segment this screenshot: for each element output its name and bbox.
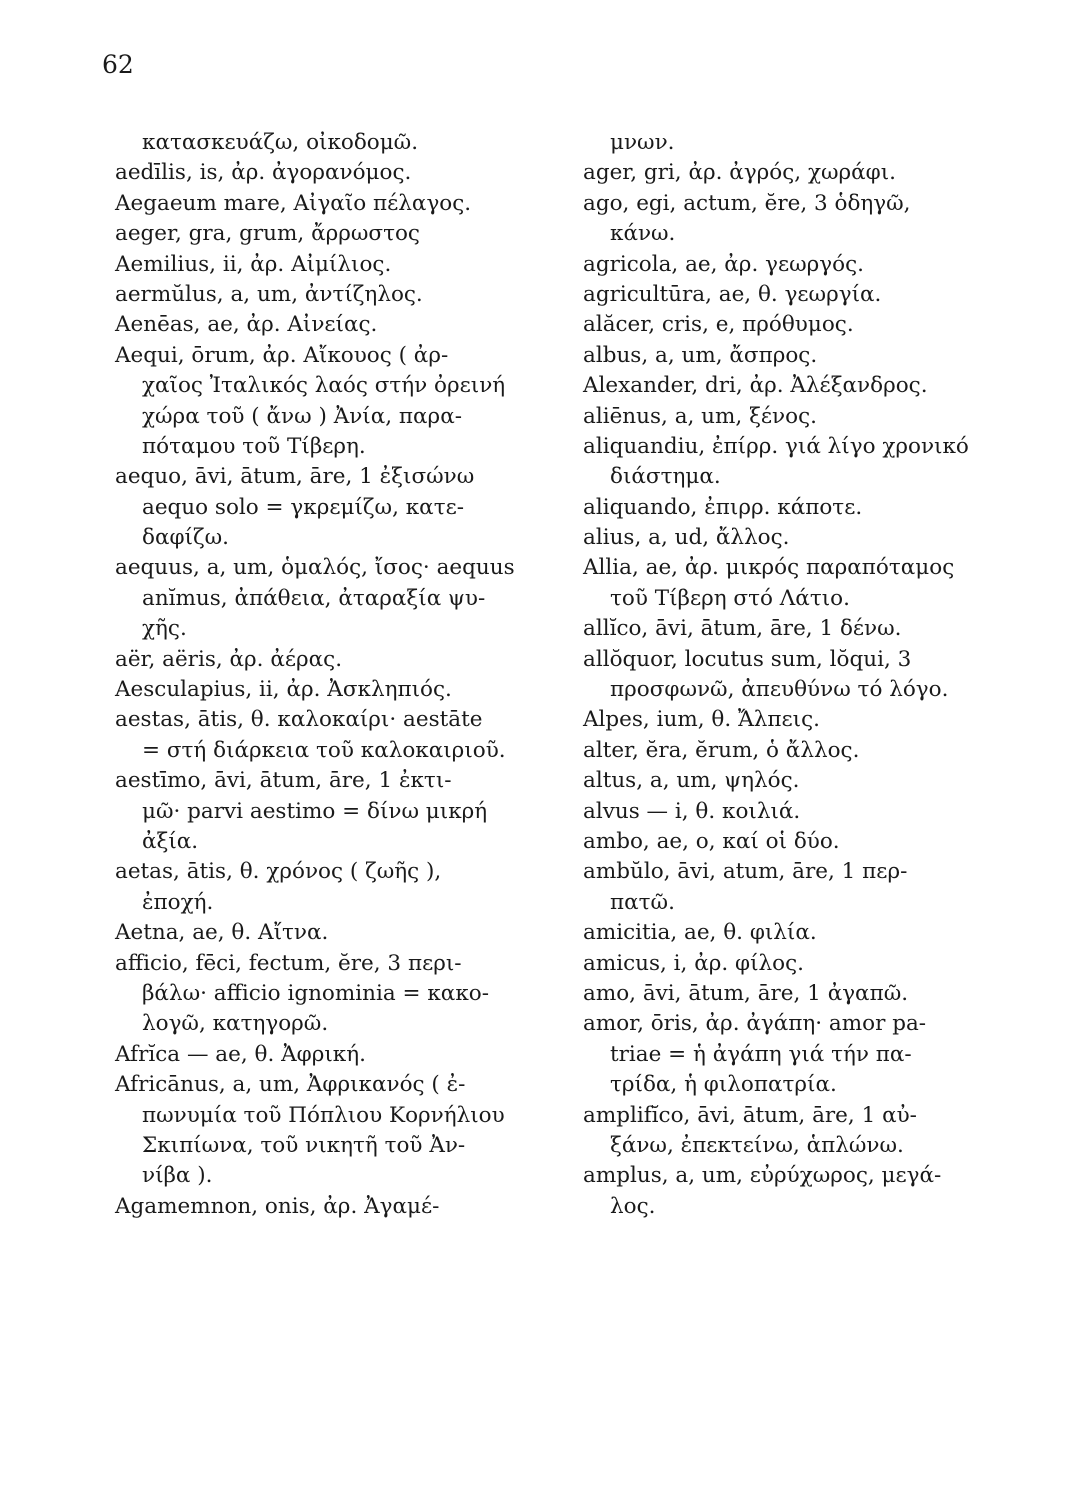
entry-headword-line: aestīmo, āvi, ātum, āre, 1 ἐκτι- [115,768,452,794]
entry-continuation-line: = στή διάρκεια τοῦ καλοκαιριοῦ. [142,737,506,763]
entry-headword-line: agricola, ae, ἀρ. γεωργός. [583,251,864,277]
entry-headword-line: ago, egi, actum, ĕre, 3 ὁδηγῶ, [583,190,911,216]
entry-headword-line: alter, ĕra, ĕrum, ὁ ἄλλος. [583,737,860,763]
entry-continuation-line: ξάνω, ἐπεκτείνω, ἁπλώνω. [610,1132,904,1158]
entry-continuation-line: λογῶ, κατηγορῶ. [142,1011,329,1037]
entry-headword-line: ambo, ae, o, καί οἱ δύο. [583,828,840,854]
entry-headword-line: allĭco, āvi, ātum, āre, 1 δένω. [583,616,902,642]
entry-continuation-line: δαφίζω. [142,525,229,551]
entry-headword-line: aedīlis, is, ἀρ. ἀγορανόμος. [115,160,412,186]
left-column [115,128,565,1222]
entry-headword-line: allŏquor, locutus sum, lŏqui, 3 [583,646,912,672]
entry-continuation-line: χῆς. [142,616,187,642]
entry-continuation-line: κάνω. [610,221,676,247]
entry-headword-line: aliquando, ἐπιρρ. κάποτε. [583,494,863,520]
entry-continuation-line: πατῶ. [610,889,675,915]
entry-headword-line: agricultūra, ae, θ. γεωργία. [583,281,882,307]
entry-headword-line: aliēnus, a, um, ξένος. [583,403,817,429]
entry-continuation-line: triae = ἡ ἀγάπη γιά τήν πα- [610,1041,912,1067]
entry-continuation-line: aequo solo = γκρεμίζω, κατε- [142,494,464,520]
entry-headword-line: aestas, ātis, θ. καλοκαίρι· aestāte [115,707,483,733]
entry-headword-line: amplifĭco, āvi, ātum, āre, 1 αὐ- [583,1102,917,1128]
entry-headword-line: ager, gri, ἀρ. ἀγρός, χωράφι. [583,160,896,186]
entry-headword-line: aermŭlus, a, um, ἀντίζηλος. [115,281,423,307]
entry-headword-line: aër, aëris, ἀρ. ἀέρας. [115,646,343,672]
entry-headword-line: aequus, a, um, ὁμαλός, ἴσος· aequus [115,555,515,581]
entry-headword-line: alăcer, cris, e, πρόθυμος. [583,312,854,338]
entry-continuation-line: λος. [610,1193,656,1219]
entry-headword-line: Alexander, dri, ἀρ. Ἀλέξανδρος. [583,373,928,399]
entry-headword-line: Agamemnon, onis, ἀρ. Ἀγαμέ- [115,1193,440,1219]
page-number: 62 [102,50,134,79]
entry-continuation-line: μῶ· parvi aestimo = δίνω μικρή [142,798,488,824]
entry-headword-line: aequo, āvi, ātum, āre, 1 ἐξισώνω [115,464,475,490]
entry-headword-line: amicus, i, ἀρ. φίλος. [583,950,804,976]
entry-headword-line: aetas, ātis, θ. χρόνος ( ζωῆς ), [115,859,442,885]
entry-headword-line: amicitia, ae, θ. φιλία. [583,920,817,946]
entry-headword-line: Aesculapius, ii, ἀρ. Ἀσκληπιός. [115,677,452,703]
entry-continuation-line: τρίδα, ἡ φιλοπατρία. [610,1072,837,1098]
entry-continuation-line: βάλω· afficio ignominia = κακο- [142,980,489,1006]
entry-continuation-line: χαῖος Ἰταλικός λαός στήν ὀρεινή [142,373,506,399]
entry-headword-line: Allia, ae, ἀρ. μικρός παραπόταμος [583,555,955,581]
entry-headword-line: amplus, a, um, εὐρύχωρος, μεγά- [583,1163,942,1189]
entry-continuation-line: νίβα ). [142,1163,213,1189]
entry-continuation-line: Σκιπίωνα, τοῦ νικητῆ τοῦ Ἀν- [142,1132,466,1158]
entry-headword-line: Alpes, ium, θ. Ἄλπεις. [583,707,820,733]
entry-headword-line: Aequi, ōrum, ἀρ. Αἴκουος ( ἀρ- [115,342,449,368]
entry-headword-line: alvus — i, θ. κοιλιά. [583,798,801,824]
entry-headword-line: Aenēas, ae, ἀρ. Αἰνείας. [115,312,378,338]
entry-continuation-line: διάστημα. [610,464,721,490]
entry-headword-line: Afrĭca — ae, θ. Ἀφρική. [115,1041,366,1067]
entry-headword-line: albus, a, um, ἄσπρος. [583,342,818,368]
entry-continuation-line: anĭmus, ἀπάθεια, ἀταραξία ψυ- [142,585,486,611]
entry-headword-line: Aemilius, ii, ἀρ. Αἰμίλιος. [115,251,392,277]
right-column [583,128,1023,1222]
entry-headword-line: altus, a, um, ψηλός. [583,768,800,794]
entry-headword-line: aliquandiu, ἐπίρρ. γιά λίγο χρονικό [583,433,969,459]
entry-continuation-line: πωνυμία τοῦ Πόπλιου Κορνήλιου [142,1102,505,1128]
entry-continuation-line: ἐποχή. [142,889,214,915]
entry-headword-line: afficio, fēci, fectum, ĕre, 3 περι- [115,950,462,976]
entry-continuation-line: τοῦ Τίβερη στό Λάτιο. [610,585,850,611]
entry-headword-line: Africānus, a, um, Ἀφρικανός ( ἐ- [115,1072,466,1098]
entry-headword-line: alius, a, ud, ἄλλος. [583,525,790,551]
entry-continuation-line: κατασκευάζω, οἰκοδομῶ. [142,130,419,155]
entry-continuation-line: μνων. [610,130,675,155]
entry-headword-line: ambŭlo, āvi, atum, āre, 1 περ- [583,859,908,885]
entry-continuation-line: πόταμου τοῦ Τίβερη. [142,433,366,459]
entry-headword-line: amo, āvi, ātum, āre, 1 ἀγαπῶ. [583,980,909,1006]
entry-headword-line: Aetna, ae, θ. Αἴτνα. [115,920,329,946]
entry-headword-line: Aegaeum mare, Αἰγαῖο πέλαγος. [115,190,472,216]
entry-continuation-line: ἀξία. [142,828,199,854]
entry-headword-line: aeger, gra, grum, ἄρρωστος [115,221,420,247]
entry-headword-line: amor, ōris, ἀρ. ἀγάπη· amor pa- [583,1011,927,1037]
entry-continuation-line: προσφωνῶ, ἀπευθύνω τό λόγο. [610,677,949,703]
entry-continuation-line: χώρα τοῦ ( ἄνω ) Ἀνία, παρα- [142,403,462,429]
